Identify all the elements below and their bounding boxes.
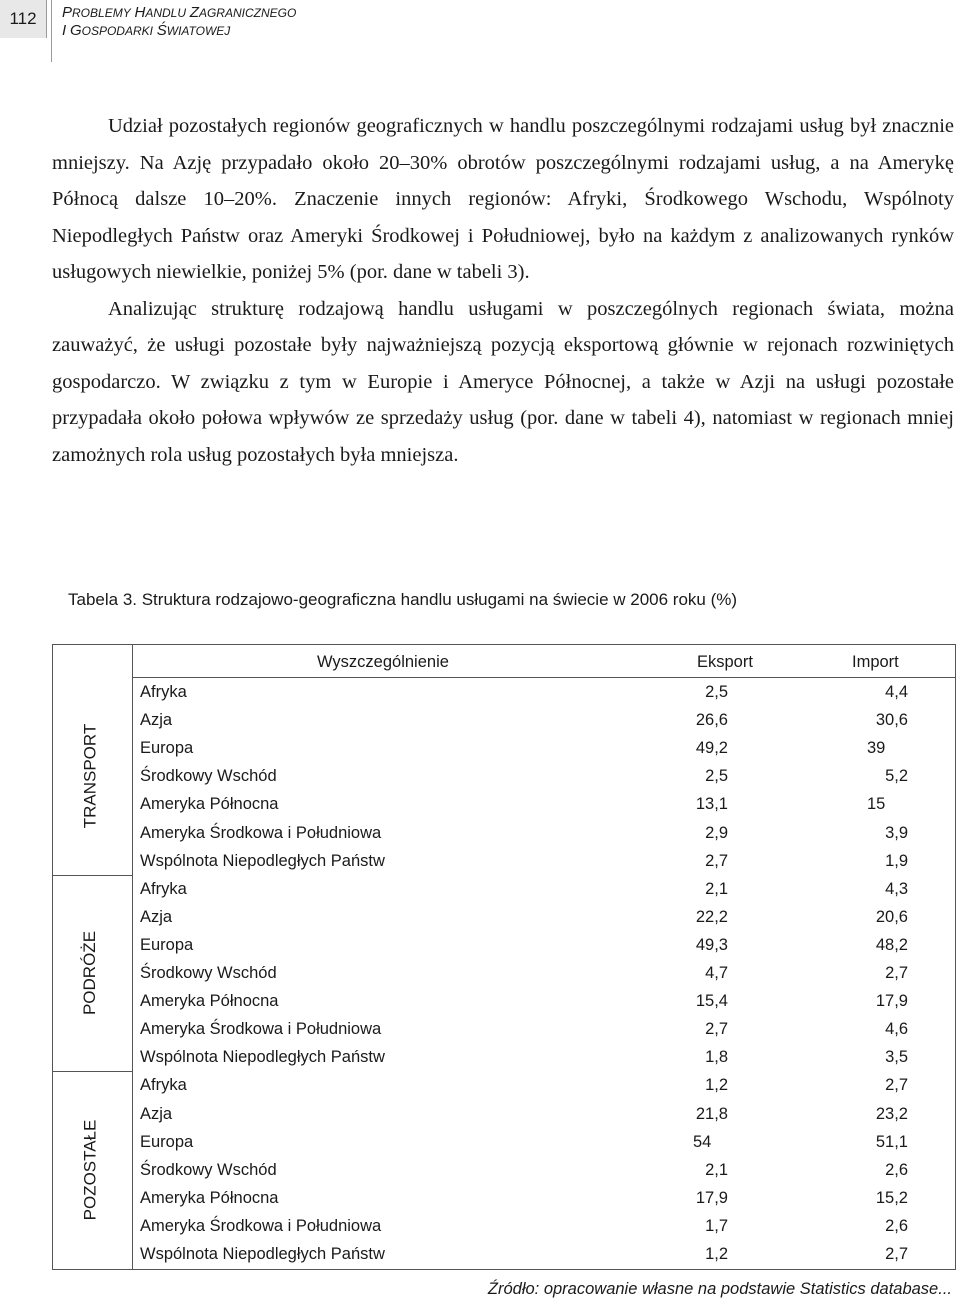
- header-description: Wyszczególnienie: [317, 653, 449, 671]
- region-name: Wspólnota Niepodległych Państw: [140, 1048, 385, 1067]
- region-name: Wspólnota Niepodległych Państw: [140, 1245, 385, 1263]
- region-name: Ameryka Północna: [140, 795, 279, 814]
- paragraph-1: Udział pozostałych regionów geograficznych w handlu poszczególnymi rodzajami usług był znacznie mniejszy. Na Azję przypadało około 20–30% obrotów poszczególnymi rodzajami usług, a na Amerykę Północą dalsze 10–20%. Znaczenie innych regionów: Afryki, Środkowego Wschodu, Wspólnoty Niepodległych Państw oraz Ameryki Środkowej i Południowej, było na każdym z analizowanych rynków usługowych niewielkie, poniżej 5% (por. dane w tabeli 3).: [52, 115, 954, 283]
- export-value: 1,2: [705, 1245, 728, 1263]
- import-value: 48,2: [875, 935, 908, 954]
- region-name: Europa: [140, 935, 194, 954]
- export-value: 49,2: [695, 739, 728, 758]
- import-value: 2,7: [885, 1245, 908, 1263]
- table-row: [140, 1128, 956, 1156]
- table-row: [140, 762, 956, 790]
- import-value: 2,6: [885, 1216, 908, 1235]
- table-row: [140, 1184, 956, 1212]
- table-caption: Tabela 3. Struktura rodzajowo-geograficzna handlu usługami na świecie w 2006 roku (%): [68, 590, 738, 609]
- export-value: 15,4: [695, 992, 728, 1011]
- export-value: 2,5: [705, 767, 728, 786]
- export-value: 2,9: [705, 823, 728, 842]
- region-name: Azja: [140, 907, 173, 926]
- table-row: [140, 706, 956, 734]
- export-value: 2,5: [705, 683, 728, 701]
- region-name: Ameryka Północna: [140, 1188, 279, 1207]
- export-value: 2,7: [705, 1020, 728, 1039]
- region-name: Środkowy Wschód: [140, 1160, 277, 1179]
- import-value: 4,3: [885, 879, 908, 898]
- group-divider: [52, 1071, 132, 1072]
- import-value: 4,6: [885, 1020, 908, 1039]
- import-value: 2,7: [885, 964, 908, 982]
- table-row: [140, 931, 956, 959]
- export-value: 22,2: [695, 907, 728, 926]
- header-export: Eksport: [697, 653, 753, 671]
- table-row: [140, 959, 956, 987]
- import-value: 3,9: [885, 823, 908, 842]
- region-name: Ameryka Środkowa i Południowa: [140, 1216, 382, 1235]
- table-row: [140, 847, 956, 875]
- export-value: 21,8: [695, 1104, 728, 1123]
- export-value: 54: [693, 1132, 712, 1151]
- region-name: Afryka: [140, 1076, 187, 1095]
- region-name: Ameryka Środkowa i Południowa: [140, 823, 382, 842]
- group-label-0: TRANSPORT: [80, 724, 100, 829]
- import-value: 5,2: [885, 767, 908, 786]
- table-row: [140, 1071, 956, 1099]
- table-row: [140, 987, 956, 1015]
- table-row: [140, 1015, 956, 1043]
- header-import: Import: [852, 653, 899, 671]
- import-value: 15: [867, 795, 886, 814]
- import-value: 39: [867, 739, 886, 758]
- region-name: Wspólnota Niepodległych Państw: [140, 851, 385, 870]
- region-name: Środkowy Wschód: [140, 767, 277, 786]
- group-label-2: POZOSTAŁE: [80, 1119, 100, 1221]
- table-row: [140, 1212, 956, 1240]
- export-value: 26,6: [695, 711, 728, 730]
- running-title-line1: PROBLEMY HANDLU ZAGRANICZNEGO: [62, 4, 297, 21]
- page-header: [0, 0, 960, 62]
- import-value: 2,6: [885, 1160, 908, 1179]
- region-name: Europa: [140, 1132, 194, 1151]
- export-value: 1,2: [705, 1076, 728, 1095]
- table-row: [140, 819, 956, 847]
- import-value: 20,6: [875, 907, 908, 926]
- export-value: 1,7: [705, 1216, 728, 1235]
- region-name: Środkowy Wschód: [140, 964, 277, 982]
- import-value: 30,6: [875, 711, 908, 730]
- export-value: 2,1: [705, 1160, 728, 1179]
- export-value: 2,7: [705, 851, 728, 870]
- table-row: [140, 790, 956, 818]
- running-title: [62, 4, 296, 40]
- region-name: Europa: [140, 739, 194, 758]
- import-value: 51,1: [875, 1132, 908, 1151]
- export-value: 4,7: [705, 964, 728, 982]
- group-divider: [52, 875, 132, 876]
- region-name: Azja: [140, 711, 173, 730]
- export-value: 1,8: [705, 1048, 728, 1067]
- body-text: [52, 108, 954, 473]
- table-column-divider: [132, 644, 133, 1270]
- running-title-line2: I GOSPODARKI ŚWIATOWEJ: [62, 22, 231, 39]
- import-value: 2,7: [885, 1076, 908, 1095]
- import-value: 3,5: [885, 1048, 908, 1067]
- region-name: Afryka: [140, 879, 187, 898]
- table-row: [140, 1043, 956, 1071]
- table-row: [140, 875, 956, 903]
- export-value: 49,3: [695, 935, 728, 954]
- table-source: Źródło: opracowanie własne na podstawie Statistics database...: [487, 1280, 952, 1298]
- table-row: [140, 1100, 956, 1128]
- import-value: 17,9: [875, 992, 908, 1011]
- region-name: Ameryka Środkowa i Południowa: [140, 1020, 382, 1039]
- table-header: [132, 644, 956, 678]
- export-value: 17,9: [695, 1188, 728, 1207]
- import-value: 15,2: [875, 1188, 908, 1207]
- import-value: 23,2: [875, 1104, 908, 1123]
- region-name: Ameryka Północna: [140, 992, 279, 1011]
- table-row: [140, 1156, 956, 1184]
- region-name: Afryka: [140, 683, 187, 701]
- export-value: 2,1: [705, 879, 728, 898]
- export-value: 13,1: [695, 795, 728, 814]
- table-row: [140, 1240, 956, 1268]
- page-number: 112: [0, 0, 47, 38]
- table-row: [140, 903, 956, 931]
- table-row: [140, 678, 956, 706]
- import-value: 4,4: [885, 683, 908, 701]
- region-name: Azja: [140, 1104, 173, 1123]
- table-row: [140, 734, 956, 762]
- paragraph-2: Analizując strukturę rodzajową handlu usługami w poszczególnych regionach świata, można zauważyć, że usługi pozostałe były najważniejszą pozycją eksportową głównie w rejonach rozwiniętych gospodarczo. W związku z tym w Europie i Ameryce Północnej, a także w Azji na usługi pozostałe przypadała około połowa wpływów ze sprzedaży usług (por. dane w tabeli 4), natomiast w regionach mniej zamożnych rola usług pozostałych była mniejsza.: [52, 297, 954, 466]
- group-label-1: PODRÓŻE: [80, 931, 99, 1016]
- header-divider: [51, 0, 52, 62]
- import-value: 1,9: [885, 851, 908, 870]
